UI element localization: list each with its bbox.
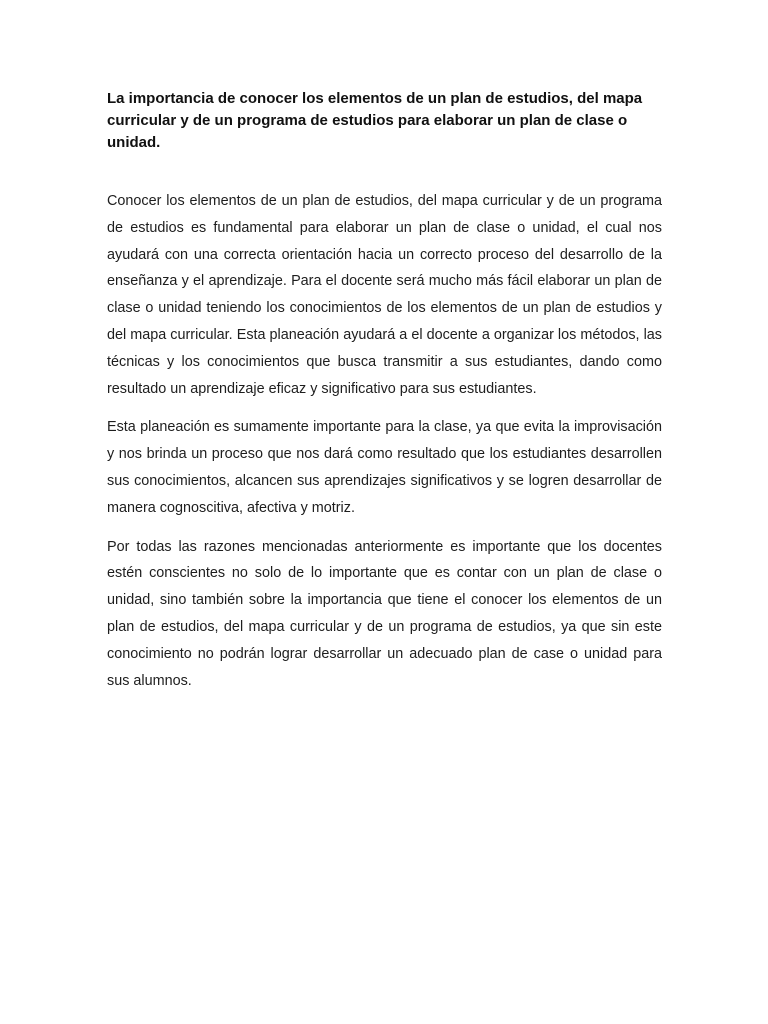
body-paragraph-1: Conocer los elementos de un plan de estudios, del mapa curricular y de un programa de estudios es fundamental para elaborar un plan de clase o unidad, el cual nos ayudará con una correcta orientación hacia un correcto proceso del desarrollo de la enseñanza y el aprendizaje. Para el docente será mucho más fácil elaborar un plan de clase o unidad teniendo los conocimientos de los elementos de un plan de estudios y del mapa curricular. Esta planeación ayudará a el docente a organizar los métodos, las técnicas y los conocimientos que busca transmitir a sus estudiantes, dando como resultado un aprendizaje eficaz y significativo para sus estudiantes. — [107, 193, 662, 397]
document-title: La importancia de conocer los elementos de un plan de estudios, del mapa curricular y de un programa de estudios para elaborar un plan de clase o unidad. — [107, 90, 643, 151]
body-paragraph-2: Esta planeación es sumamente importante para la clase, ya que evita la improvisación y nos brinda un proceso que nos dará como resultado que los estudiantes desarrollen sus conocimientos, alcancen sus aprendizajes significativos y se logren desarrollar de manera cognoscitiva, afectiva y motriz. — [107, 419, 662, 516]
body-paragraph-3: Por todas las razones mencionadas anteriormente es importante que los docentes estén conscientes no solo de lo importante que es contar con un plan de clase o unidad, sino también sobre la importancia que tiene el conocer los elementos de un plan de estudios, del mapa curricular y de un programa de estudios, ya que sin este conocimiento no podrán lograr desarrollar un adecuado plan de case o unidad para sus alumnos. — [107, 538, 662, 689]
